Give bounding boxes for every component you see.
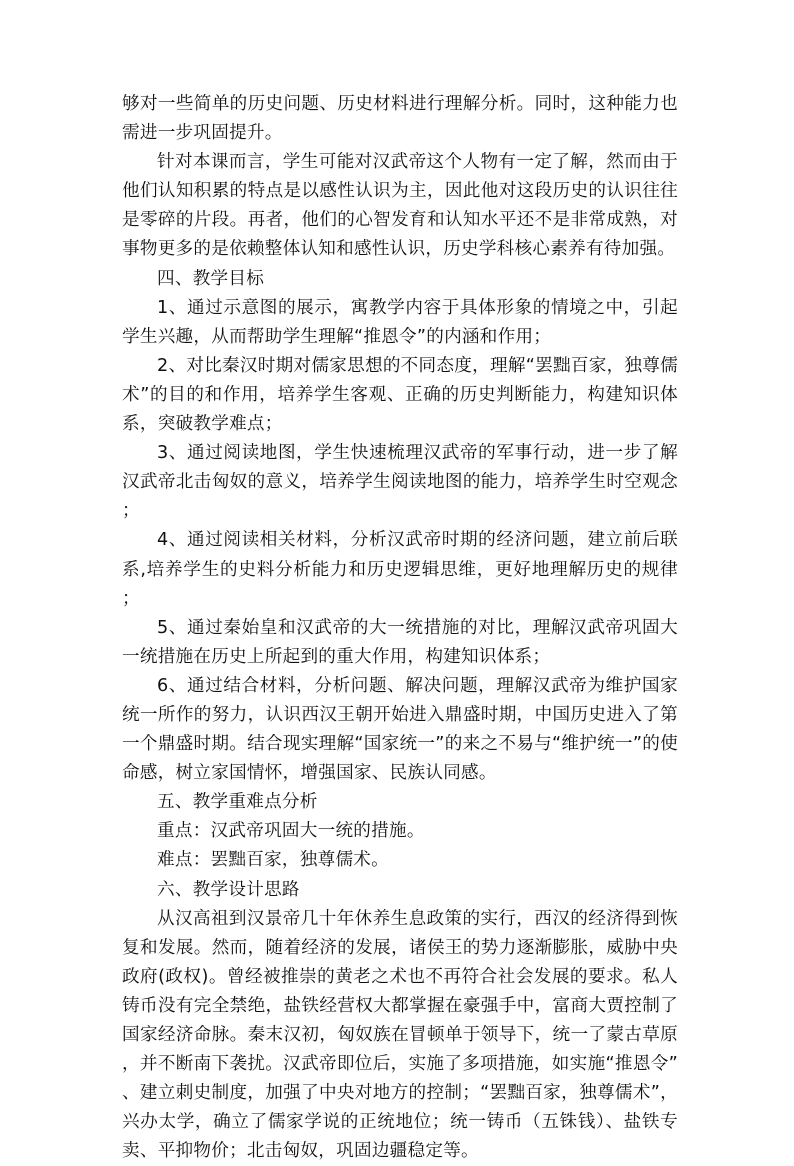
key-point: 重点：汉武帝巩固大一统的措施。 — [157, 821, 425, 842]
section-heading-design-ideas: 六、教学设计思路 — [157, 879, 300, 900]
paragraph-student-analysis: 针对本课而言，学生可能对汉武帝这个人物有一定了解，然而由于他们认知积累的特点是以感性认识为主，因此他对这段历史的认识往往是零碎的片段。再者，他们的心智发育和认知水平还不是非常成熟，对事物更多的是依赖整体认知和感性认识，历史学科核心素养有待加强。 — [122, 152, 678, 260]
section-heading-teaching-goals: 四、教学目标 — [157, 268, 265, 289]
goal-item-2: 2、对比秦汉时期对儒家思想的不同态度，理解“罢黜百家，独尊儒术”的目的和作用，培养学生客观、正确的历史判断能力，构建知识体系，突破教学难点； — [122, 355, 678, 435]
document-body — [122, 90, 678, 1166]
paragraph-design-ideas: 从汉高祖到汉景帝几十年休养生息政策的实行，西汉的经济得到恢复和发展。然而，随着经济的发展，诸侯王的势力逐渐膨胀，威胁中央政府(政权)。曾经被推崇的黄老之术也不再符合社会发展的要求。私人铸币没有完全禁绝，盐铁经营权大都掌握在豪强手中，富商大贾控制了国家经济命脉。秦末汉初，匈奴族在冒顿单于领导下，统一了蒙古草原，并不断南下袭扰。汉武帝即位后，实施了多项措施，如实施“推恩令”、建立刺史制度，加强了中央对地方的控制；“罢黜百家，独尊儒术”，兴办太学，确立了儒家学说的正统地位；统一铸币（五铢钱）、盐铁专卖、平抑物价；北击匈奴，巩固边疆稳定等。 — [122, 908, 678, 1162]
goal-item-6: 6、通过结合材料，分析问题、解决问题，理解汉武帝为维护国家统一所作的努力，认识西汉王朝开始进入鼎盛时期，中国历史进入了第一个鼎盛时期。结合现实理解“国家统一”的来之不易与“维护统一”的使命感，树立家国情怀，增强国家、民族认同感。 — [122, 675, 678, 784]
difficult-point: 难点：罢黜百家，独尊儒术。 — [157, 850, 389, 871]
paragraph-intro-continuation: 够对一些简单的历史问题、历史材料进行理解分析。同时，这种能力也需进一步巩固提升。 — [122, 94, 678, 144]
goal-item-1: 1、通过示意图的展示，寓教学内容于具体形象的情境之中，引起学生兴趣，从而帮助学生理解“推恩令”的内涵和作用； — [122, 297, 678, 347]
goal-item-4: 4、通过阅读相关材料，分析汉武帝时期的经济问题，建立前后联系,培养学生的史料分析能力和历史逻辑思维，更好地理解历史的规律； — [122, 530, 678, 609]
goal-item-5: 5、通过秦始皇和汉武帝的大一统措施的对比，理解汉武帝巩固大一统措施在历史上所起到的重大作用，构建知识体系； — [122, 617, 678, 667]
goal-item-3: 3、通过阅读地图，学生快速梳理汉武帝的军事行动，进一步了解汉武帝北击匈奴的意义，培养学生阅读地图的能力，培养学生时空观念； — [122, 443, 678, 522]
section-heading-key-points: 五、教学重难点分析 — [157, 792, 318, 813]
